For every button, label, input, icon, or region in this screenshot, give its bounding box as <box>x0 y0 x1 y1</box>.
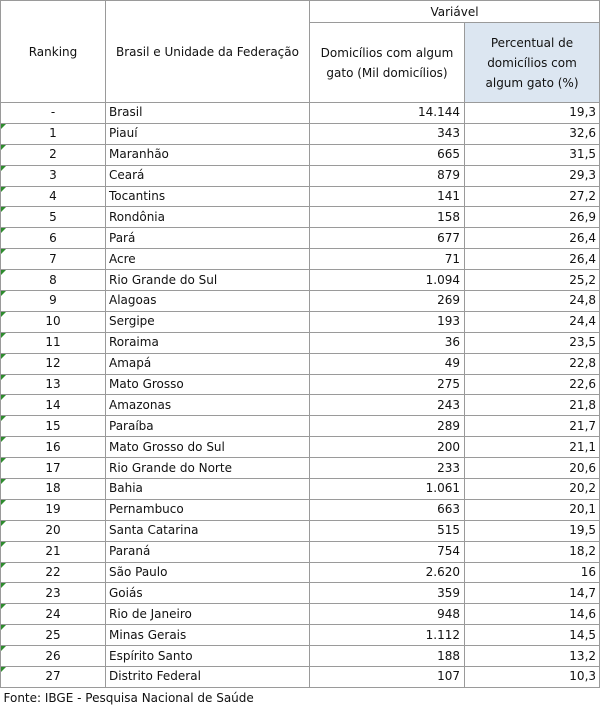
uf-cell-text: Sergipe <box>109 314 155 329</box>
table-row <box>1 520 600 541</box>
source-note: Fonte: IBGE - Pesquisa Nacional de Saúde <box>3 690 254 705</box>
rank-cell-text: 24 <box>45 606 61 621</box>
percentual-cell-text: 14,7 <box>569 585 597 600</box>
domicilios-cell-text: 243 <box>437 397 460 412</box>
percentual-cell-text: 20,6 <box>569 460 597 475</box>
percentual-cell-text: 26,4 <box>569 230 597 245</box>
rank-cell-text: 14 <box>45 397 61 412</box>
uf-cell <box>106 207 310 228</box>
rank-cell-text: 27 <box>45 669 61 684</box>
percentual-cell-text: 19,3 <box>569 105 597 120</box>
uf-cell <box>106 458 310 479</box>
uf-cell <box>106 103 310 124</box>
percentual-cell-text: 24,4 <box>569 314 597 329</box>
table-row <box>1 625 600 646</box>
uf-cell <box>106 144 310 165</box>
cell-marker-icon <box>1 667 6 672</box>
percentual-cell <box>465 186 600 207</box>
domicilios-cell <box>310 520 465 541</box>
domicilios-cell <box>310 437 465 458</box>
rank-cell-text: 25 <box>45 627 61 642</box>
uf-cell-text: Paraná <box>109 544 151 559</box>
uf-cell-text: São Paulo <box>109 565 168 580</box>
rank-cell <box>1 625 106 646</box>
percentual-cell <box>465 353 600 374</box>
rank-cell-text: 11 <box>45 335 61 350</box>
cell-marker-icon <box>1 145 6 150</box>
rank-cell-text: 8 <box>49 272 57 287</box>
rank-cell <box>1 604 106 625</box>
percentual-cell <box>465 144 600 165</box>
header-percentual: Percentual de domicílios com algum gato (%) <box>465 23 600 103</box>
cell-marker-icon <box>1 207 6 212</box>
table-row <box>1 604 600 625</box>
domicilios-cell <box>310 332 465 353</box>
uf-cell <box>106 374 310 395</box>
percentual-cell <box>465 646 600 667</box>
uf-cell <box>106 311 310 332</box>
percentual-cell-text: 10,3 <box>569 669 597 684</box>
percentual-cell <box>465 228 600 249</box>
uf-cell-text: Distrito Federal <box>109 669 201 684</box>
cell-marker-icon <box>1 187 6 192</box>
domicilios-cell <box>310 270 465 291</box>
domicilios-cell <box>310 374 465 395</box>
rank-cell <box>1 103 106 124</box>
domicilios-cell <box>310 499 465 520</box>
rank-cell-text: 7 <box>49 251 57 266</box>
percentual-cell <box>465 625 600 646</box>
domicilios-cell-text: 663 <box>437 502 460 517</box>
rank-cell-text: 10 <box>45 314 61 329</box>
rank-cell-text: 22 <box>45 565 61 580</box>
percentual-cell <box>465 416 600 437</box>
rank-cell <box>1 479 106 500</box>
rank-cell <box>1 228 106 249</box>
uf-cell-text: Acre <box>109 251 136 266</box>
table-row <box>1 144 600 165</box>
rank-cell <box>1 395 106 416</box>
percentual-cell-text: 21,7 <box>569 418 597 433</box>
table-row <box>1 291 600 312</box>
percentual-cell-text: 25,2 <box>569 272 597 287</box>
domicilios-cell-text: 71 <box>444 251 460 266</box>
uf-cell-text: Amazonas <box>109 397 172 412</box>
table-row <box>1 395 600 416</box>
cell-marker-icon <box>1 312 6 317</box>
cell-marker-icon <box>1 437 6 442</box>
table-row <box>1 541 600 562</box>
percentual-cell-text: 21,8 <box>569 397 597 412</box>
cell-marker-icon <box>1 583 6 588</box>
domicilios-cell-text: 141 <box>437 189 460 203</box>
uf-cell <box>106 479 310 500</box>
table-row <box>1 353 600 374</box>
uf-cell <box>106 604 310 625</box>
domicilios-cell-text: 665 <box>437 147 460 162</box>
uf-cell-text: Ceará <box>109 168 145 183</box>
uf-cell <box>106 395 310 416</box>
rank-cell <box>1 186 106 207</box>
uf-cell <box>106 646 310 667</box>
uf-cell <box>106 165 310 186</box>
uf-cell-text: Tocantins <box>109 189 166 203</box>
cell-marker-icon <box>1 625 6 630</box>
percentual-cell <box>465 103 600 124</box>
rank-cell <box>1 499 106 520</box>
uf-cell <box>106 541 310 562</box>
table-row <box>1 332 600 353</box>
uf-cell-text: Roraima <box>109 335 159 350</box>
percentual-cell <box>465 291 600 312</box>
rank-cell-text: 3 <box>49 168 57 183</box>
cell-marker-icon <box>1 416 6 421</box>
domicilios-cell-text: 754 <box>437 544 460 559</box>
percentual-cell-text: 26,4 <box>569 251 597 266</box>
table-row <box>1 583 600 604</box>
percentual-cell-text: 20,2 <box>569 481 597 496</box>
rank-cell <box>1 520 106 541</box>
domicilios-cell <box>310 103 465 124</box>
percentual-cell <box>465 583 600 604</box>
uf-cell-text: Alagoas <box>109 293 157 308</box>
cell-marker-icon <box>1 124 6 129</box>
table-row <box>1 186 600 207</box>
header-uf: Brasil e Unidade da Federação <box>106 1 310 103</box>
rank-cell-text: 1 <box>49 126 57 141</box>
percentual-cell <box>465 332 600 353</box>
domicilios-cell <box>310 395 465 416</box>
cell-marker-icon <box>1 166 6 171</box>
rank-cell <box>1 667 106 688</box>
domicilios-cell <box>310 123 465 144</box>
domicilios-cell-text: 343 <box>437 126 460 141</box>
domicilios-cell-text: 269 <box>437 293 460 308</box>
uf-cell <box>106 499 310 520</box>
uf-cell-text: Maranhão <box>109 147 169 162</box>
percentual-cell-text: 24,8 <box>569 293 597 308</box>
percentual-cell-text: 31,5 <box>569 147 597 162</box>
uf-cell-text: Pernambuco <box>109 502 184 517</box>
uf-cell <box>106 583 310 604</box>
domicilios-cell-text: 200 <box>437 439 460 454</box>
table-row <box>1 228 600 249</box>
domicilios-cell <box>310 186 465 207</box>
rank-cell <box>1 270 106 291</box>
percentual-cell-text: 21,1 <box>569 439 597 454</box>
domicilios-cell-text: 275 <box>437 377 460 392</box>
percentual-cell <box>465 249 600 270</box>
rank-cell <box>1 123 106 144</box>
rank-cell <box>1 416 106 437</box>
rank-cell-text: 15 <box>45 418 61 433</box>
uf-cell-text: Rio Grande do Sul <box>109 272 218 287</box>
domicilios-cell <box>310 604 465 625</box>
uf-cell <box>106 332 310 353</box>
table-row <box>1 562 600 583</box>
uf-cell <box>106 416 310 437</box>
percentual-cell-text: 16 <box>580 565 597 580</box>
uf-cell <box>106 291 310 312</box>
percentual-cell-text: 22,8 <box>569 356 597 371</box>
rank-cell-text: 21 <box>45 544 61 559</box>
cell-marker-icon <box>1 270 6 275</box>
domicilios-cell-text: 107 <box>437 669 460 684</box>
domicilios-cell-text: 948 <box>437 606 460 621</box>
cell-marker-icon <box>1 333 6 338</box>
uf-cell-text: Rondônia <box>109 209 165 224</box>
rank-cell <box>1 207 106 228</box>
uf-cell <box>106 249 310 270</box>
table-row <box>1 123 600 144</box>
table-row <box>1 207 600 228</box>
table-row <box>1 165 600 186</box>
rank-cell-text: 23 <box>45 585 61 600</box>
cell-marker-icon <box>1 563 6 568</box>
rank-cell-text: 16 <box>45 439 61 454</box>
uf-cell <box>106 353 310 374</box>
rank-cell <box>1 541 106 562</box>
cell-marker-icon <box>1 395 6 400</box>
uf-cell <box>106 562 310 583</box>
cell-marker-icon <box>1 375 6 380</box>
domicilios-cell <box>310 583 465 604</box>
domicilios-cell <box>310 458 465 479</box>
percentual-cell-text: 26,9 <box>569 209 597 224</box>
domicilios-cell <box>310 291 465 312</box>
percentual-cell <box>465 207 600 228</box>
uf-cell-text: Espírito Santo <box>109 648 193 663</box>
domicilios-cell <box>310 625 465 646</box>
rank-cell <box>1 437 106 458</box>
cell-marker-icon <box>1 542 6 547</box>
uf-cell-text: Santa Catarina <box>109 523 199 538</box>
domicilios-cell-text: 1.094 <box>425 272 460 287</box>
rank-cell <box>1 311 106 332</box>
uf-cell-text: Bahia <box>109 481 143 496</box>
domicilios-cell-text: 1.112 <box>425 627 460 642</box>
table-row <box>1 646 600 667</box>
rank-cell-text: 26 <box>45 648 61 663</box>
domicilios-cell-text: 158 <box>437 209 460 224</box>
percentual-cell <box>465 458 600 479</box>
uf-cell-text: Paraíba <box>109 418 154 433</box>
rank-cell <box>1 332 106 353</box>
rank-cell <box>1 249 106 270</box>
uf-cell-text: Mato Grosso <box>109 377 184 392</box>
uf-cell <box>106 270 310 291</box>
rank-cell-text: 9 <box>49 293 57 308</box>
table-row <box>1 458 600 479</box>
domicilios-cell <box>310 311 465 332</box>
percentual-cell-text: 14,6 <box>569 606 597 621</box>
cell-marker-icon <box>1 479 6 484</box>
domicilios-cell-text: 49 <box>444 356 460 371</box>
header-domicilios: Domicílios com algum gato (Mil domicílios) <box>310 23 465 103</box>
percentual-cell <box>465 499 600 520</box>
rank-cell <box>1 353 106 374</box>
cell-marker-icon <box>1 249 6 254</box>
domicilios-cell-text: 36 <box>444 335 460 350</box>
percentual-cell-text: 29,3 <box>569 168 597 183</box>
header-variavel: Variável <box>310 1 600 23</box>
rank-cell <box>1 165 106 186</box>
cell-marker-icon <box>1 291 6 296</box>
rank-cell <box>1 646 106 667</box>
percentual-cell <box>465 123 600 144</box>
uf-cell <box>106 437 310 458</box>
domicilios-cell <box>310 144 465 165</box>
domicilios-cell-text: 14.144 <box>418 105 460 120</box>
percentual-cell-text: 27,2 <box>569 189 597 203</box>
cell-marker-icon <box>1 354 6 359</box>
percentual-cell-text: 23,5 <box>569 335 597 350</box>
table-row <box>1 667 600 688</box>
percentual-cell <box>465 479 600 500</box>
cell-marker-icon <box>1 228 6 233</box>
percentual-cell <box>465 562 600 583</box>
domicilios-cell-text: 677 <box>437 230 460 245</box>
rank-cell <box>1 458 106 479</box>
table-row <box>1 103 600 124</box>
domicilios-cell-text: 193 <box>437 314 460 329</box>
uf-cell-text: Goiás <box>109 585 143 600</box>
uf-cell-text: Brasil <box>109 105 143 120</box>
cell-marker-icon <box>1 500 6 505</box>
rank-cell <box>1 583 106 604</box>
percentual-cell-text: 18,2 <box>569 544 597 559</box>
uf-cell-text: Rio de Janeiro <box>109 606 192 621</box>
percentual-cell <box>465 374 600 395</box>
uf-cell-text: Amapá <box>109 356 152 371</box>
rank-cell-text: 18 <box>45 481 61 496</box>
table-row <box>1 374 600 395</box>
uf-cell <box>106 667 310 688</box>
uf-cell-text: Piauí <box>109 126 138 141</box>
percentual-cell-text: 32,6 <box>569 126 597 141</box>
uf-cell <box>106 520 310 541</box>
percentual-cell <box>465 165 600 186</box>
table-body <box>1 103 600 688</box>
rank-cell-text: 12 <box>45 356 61 371</box>
table-row <box>1 499 600 520</box>
domicilios-cell-text: 233 <box>437 460 460 475</box>
percentual-cell <box>465 395 600 416</box>
percentual-cell-text: 20,1 <box>569 502 597 517</box>
percentual-cell <box>465 520 600 541</box>
table-row <box>1 416 600 437</box>
domicilios-cell <box>310 562 465 583</box>
domicilios-cell <box>310 667 465 688</box>
percentual-cell-text: 19,5 <box>569 523 597 538</box>
rank-cell <box>1 291 106 312</box>
domicilios-cell <box>310 541 465 562</box>
percentual-cell <box>465 541 600 562</box>
domicilios-cell <box>310 353 465 374</box>
percentual-cell-text: 22,6 <box>569 377 597 392</box>
percentual-cell-text: 14,5 <box>569 627 597 642</box>
domicilios-cell <box>310 207 465 228</box>
cell-marker-icon <box>1 521 6 526</box>
cell-marker-icon <box>1 604 6 609</box>
domicilios-cell <box>310 479 465 500</box>
rank-cell-text: 13 <box>45 377 61 392</box>
domicilios-cell-text: 289 <box>437 418 460 433</box>
domicilios-cell <box>310 165 465 186</box>
domicilios-cell-text: 188 <box>437 648 460 663</box>
rank-cell-text: 5 <box>49 209 57 224</box>
uf-cell-text: Minas Gerais <box>109 627 187 642</box>
domicilios-cell <box>310 646 465 667</box>
domicilios-cell-text: 2.620 <box>425 565 460 580</box>
rank-cell <box>1 374 106 395</box>
rank-cell-text: - <box>50 105 56 120</box>
rank-cell <box>1 562 106 583</box>
domicilios-cell <box>310 416 465 437</box>
domicilios-cell-text: 1.061 <box>425 481 460 496</box>
rank-cell-text: 20 <box>45 523 61 538</box>
table-row <box>1 270 600 291</box>
uf-cell-text: Pará <box>109 230 136 245</box>
table-row <box>1 249 600 270</box>
rank-cell-text: 6 <box>49 230 57 245</box>
table-row <box>1 437 600 458</box>
percentual-cell <box>465 311 600 332</box>
rank-cell-text: 19 <box>45 502 61 517</box>
table-row <box>1 479 600 500</box>
header-ranking: Ranking <box>1 1 106 103</box>
domicilios-cell-text: 515 <box>437 523 460 538</box>
uf-cell <box>106 123 310 144</box>
cell-marker-icon <box>1 458 6 463</box>
percentual-cell <box>465 667 600 688</box>
cell-marker-icon <box>1 646 6 651</box>
domicilios-cell <box>310 228 465 249</box>
domicilios-cell-text: 879 <box>437 168 460 183</box>
percentual-cell-text: 13,2 <box>569 648 597 663</box>
uf-cell <box>106 625 310 646</box>
uf-cell-text: Rio Grande do Norte <box>109 460 232 475</box>
percentual-cell <box>465 604 600 625</box>
rank-cell-text: 4 <box>49 189 57 203</box>
rank-cell-text: 2 <box>49 147 57 162</box>
domicilios-cell <box>310 249 465 270</box>
rank-cell-text: 17 <box>45 460 61 475</box>
percentual-cell <box>465 437 600 458</box>
uf-cell <box>106 186 310 207</box>
domicilios-cell-text: 359 <box>437 585 460 600</box>
uf-cell-text: Mato Grosso do Sul <box>109 439 225 454</box>
table-row <box>1 311 600 332</box>
rank-cell <box>1 144 106 165</box>
percentual-cell <box>465 270 600 291</box>
uf-cell <box>106 228 310 249</box>
